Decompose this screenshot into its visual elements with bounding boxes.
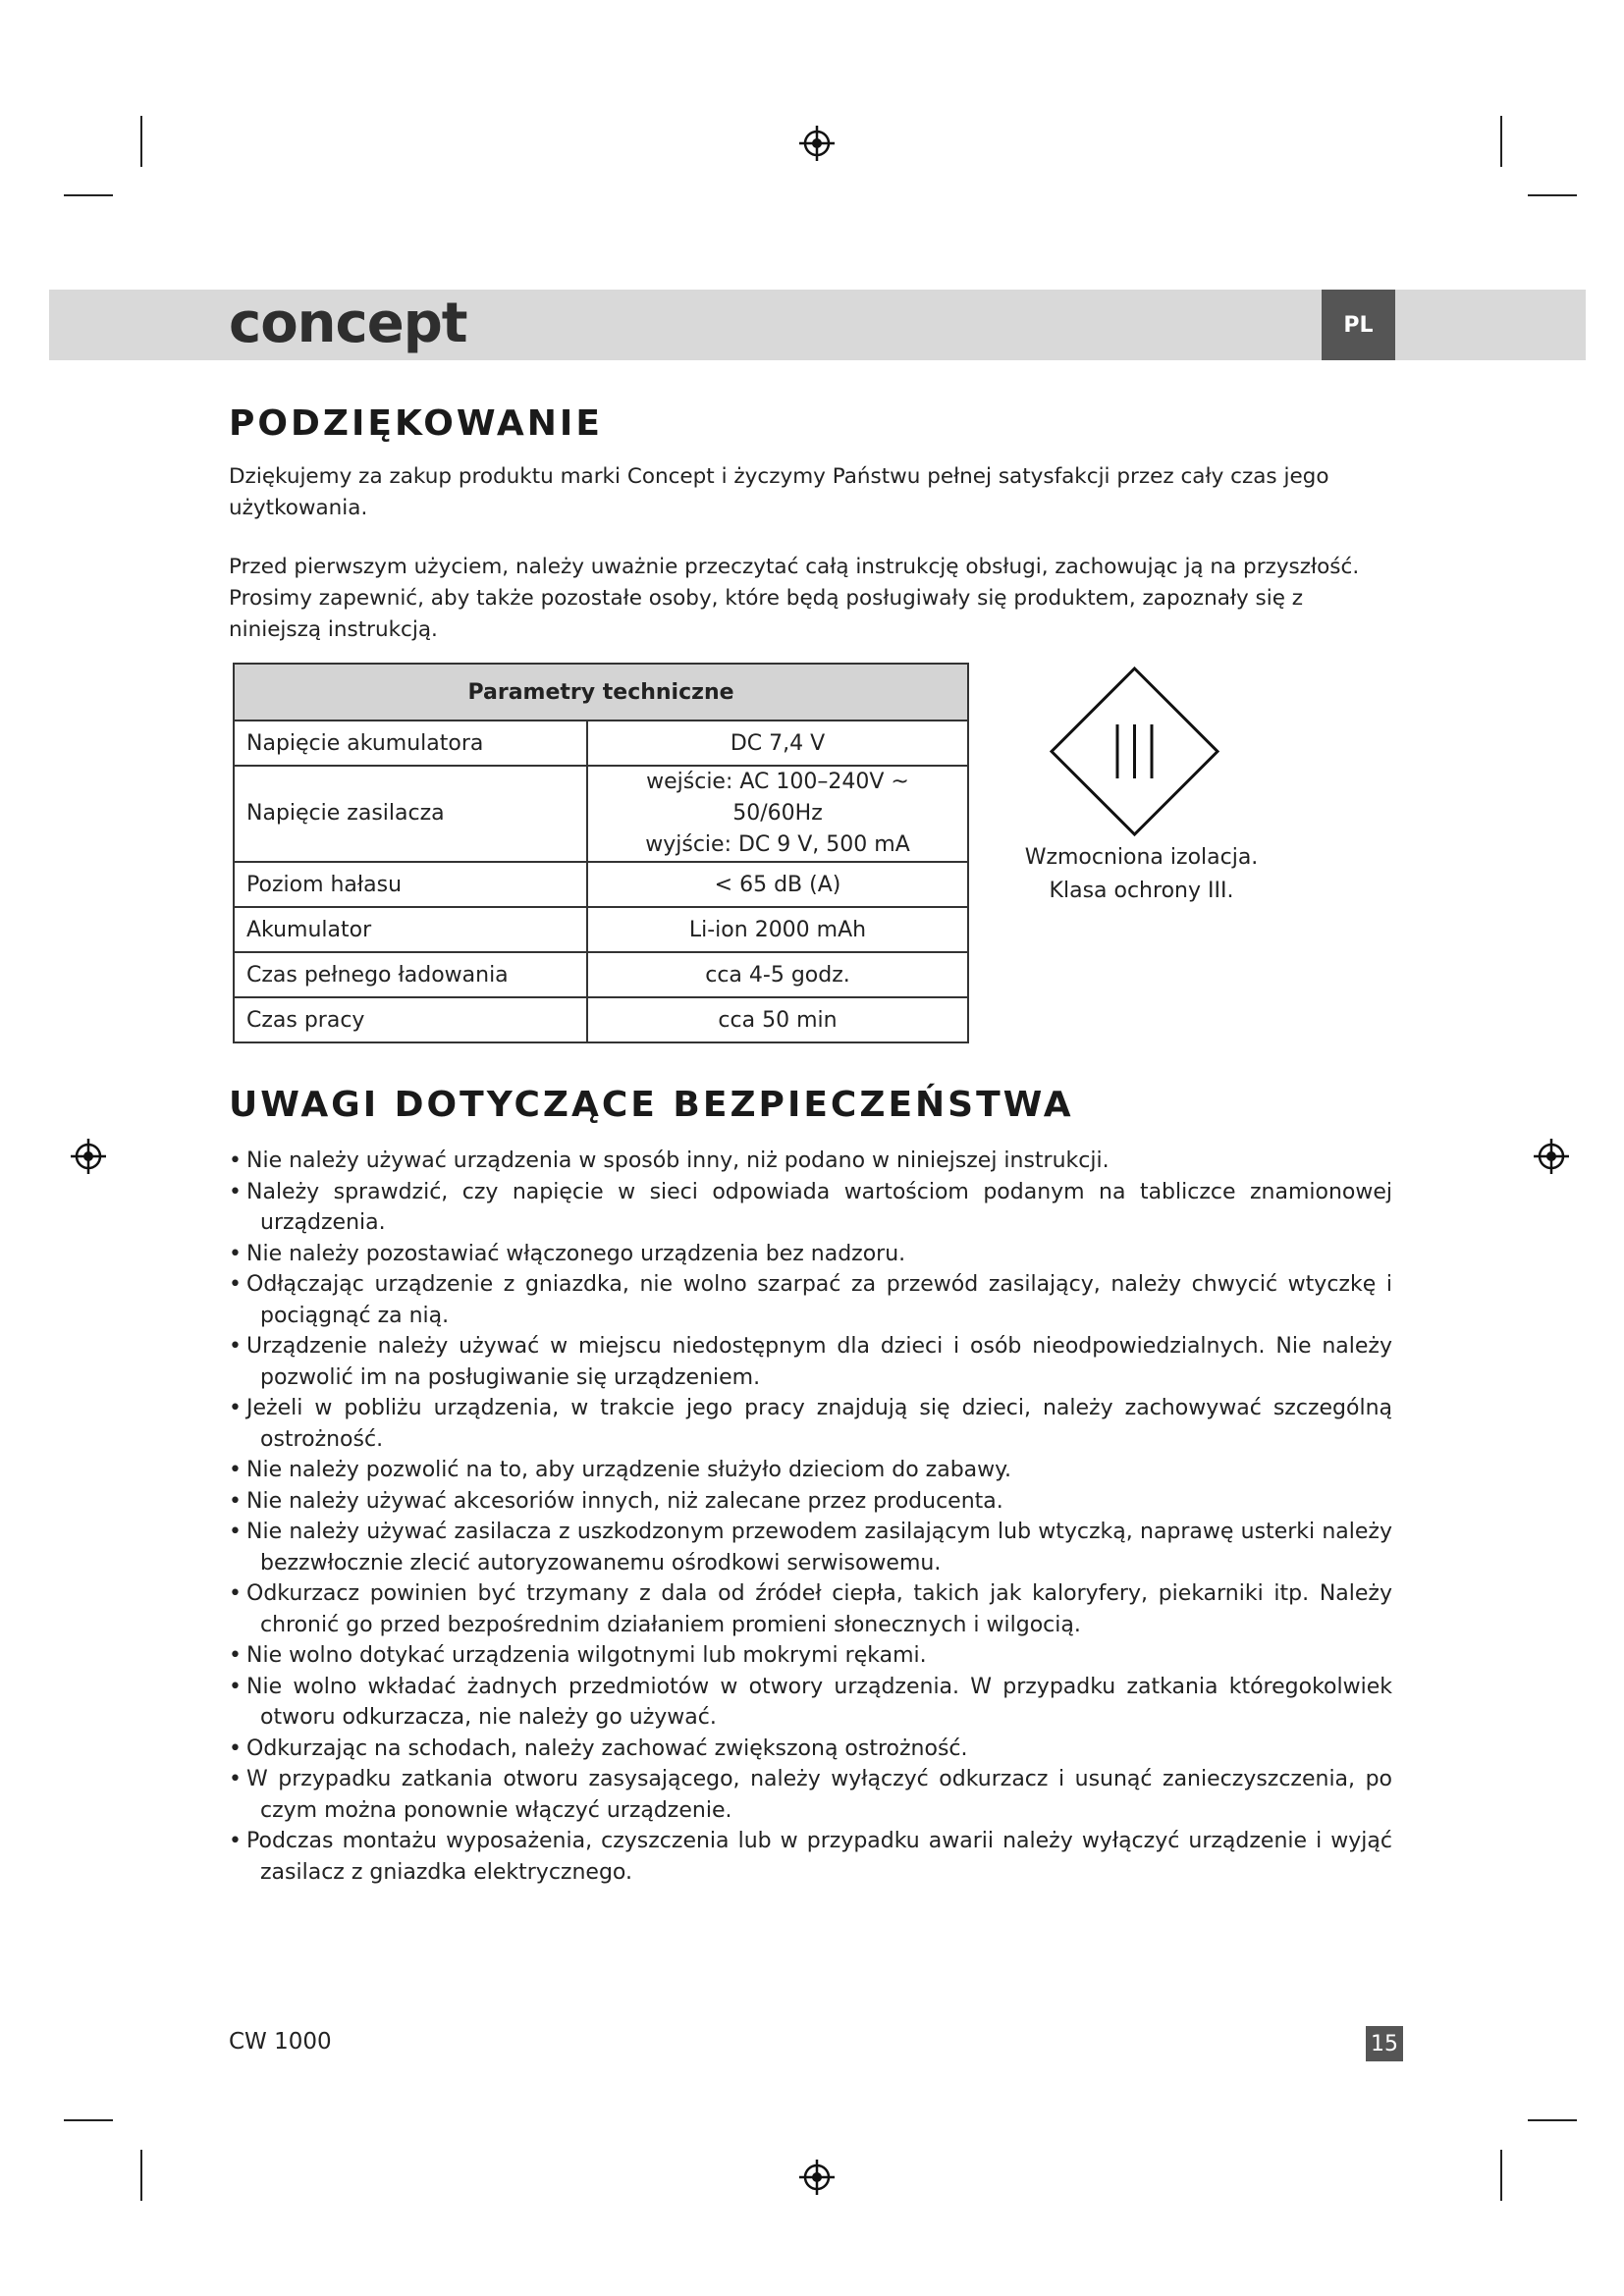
list-item: • Odkurzając na schodach, należy zachować zwiększoną ostrożność. — [229, 1734, 1392, 1765]
spec-value: DC 7,4 V — [587, 721, 968, 766]
crop-mark — [1500, 2150, 1502, 2201]
list-item: • Nie należy używać urządzenia w sposób inny, niż podano w niniejszej instrukcji. — [229, 1146, 1392, 1177]
spec-label: Czas pracy — [234, 997, 587, 1042]
spec-value: cca 50 min — [587, 997, 968, 1042]
crop-mark — [64, 194, 113, 196]
page-number: 15 — [1366, 2026, 1403, 2061]
spec-table — [233, 663, 969, 1043]
model-name: CW 1000 — [229, 2029, 332, 2055]
table-row — [234, 766, 968, 862]
spec-label: Napięcie akumulatora — [234, 721, 587, 766]
registration-mark-icon — [797, 124, 837, 163]
registration-mark-icon — [797, 2158, 837, 2197]
spec-value: Li-ion 2000 mAh — [587, 907, 968, 952]
list-item: • Nie należy pozwolić na to, aby urządzenie służyło dzieciom do zabawy. — [229, 1455, 1392, 1486]
spec-value: < 65 dB (A) — [587, 862, 968, 907]
list-item: • Urządzenie należy używać w miejscu niedostępnym dla dzieci i osób nieodpowiedzialnych. Nie należy pozwolić im na posługiwanie się urządzeniem. — [229, 1331, 1392, 1393]
language-badge: PL — [1322, 290, 1395, 360]
list-item: • Nie należy używać akcesoriów innych, niż zalecane przez producenta. — [229, 1486, 1392, 1518]
registration-mark-icon — [1532, 1137, 1571, 1176]
list-item: • Podczas montażu wyposażenia, czyszczenia lub w przypadku awarii należy wyłączyć urządzenie i wyjąć zasilacz z gniazdka elektrycznego. — [229, 1826, 1392, 1888]
spec-label: Czas pełnego ładowania — [234, 952, 587, 997]
table-row — [234, 997, 968, 1042]
safety-title: UWAGI DOTYCZĄCE BEZPIECZEŃSTWA — [229, 1085, 1074, 1125]
spec-value-line: wejście: AC 100–240V ~ 50/60Hz — [646, 770, 909, 826]
list-item: • Jeżeli w pobliżu urządzenia, w trakcie jego pracy znajdują się dzieci, należy zachowywać szczególną ostrożność. — [229, 1393, 1392, 1455]
crop-mark — [1528, 194, 1577, 196]
instructions-paragraph: Przed pierwszym użyciem, należy uważnie przeczytać całą instrukcję obsługi, zachowując ją na przyszłość. Prosimy zapewnić, aby także pozostałe osoby, które będą posługiwały się produktem, zapoznały się z niniejszą instrukcją. — [229, 555, 1360, 642]
table-row — [234, 862, 968, 907]
thanks-paragraph: Dziękujemy za zakup produktu marki Concept i życzymy Państwu pełnej satysfakcji przez cały czas jego użytkowania. — [229, 464, 1329, 520]
list-item: • Nie należy pozostawiać włączonego urządzenia bez nadzoru. — [229, 1239, 1392, 1270]
list-item: • Należy sprawdzić, czy napięcie w sieci odpowiada wartościom podanym na tabliczce znamionowej urządzenia. — [229, 1177, 1392, 1239]
class-iii-diamond-icon — [1049, 666, 1220, 837]
spec-value — [587, 766, 968, 862]
spec-value-line: wyjście: DC 9 V, 500 mA — [645, 832, 910, 857]
protection-caption — [1001, 841, 1281, 908]
brand-logo: concept — [229, 292, 467, 355]
safety-list — [229, 1146, 1392, 1888]
spec-label: Napięcie zasilacza — [234, 766, 587, 862]
caption-line: Wzmocniona izolacja. — [1024, 845, 1259, 870]
spec-table-title: Parametry techniczne — [234, 664, 968, 721]
list-item: • Odkurzacz powinien być trzymany z dala od źródeł ciepła, takich jak kaloryfery, piekarniki itp. Należy chronić go przed bezpośrednim działaniem promieni słonecznych i wilgocią. — [229, 1578, 1392, 1640]
spec-label: Akumulator — [234, 907, 587, 952]
table-row — [234, 721, 968, 766]
list-item: • Nie należy używać zasilacza z uszkodzonym przewodem zasilającym lub wtyczką, naprawę usterki należy bezzwłocznie zlecić autoryzowanemu ośrodkowi serwisowemu. — [229, 1517, 1392, 1578]
registration-mark-icon — [69, 1137, 108, 1176]
crop-mark — [64, 2119, 113, 2121]
spec-label: Poziom hałasu — [234, 862, 587, 907]
thanks-title: PODZIĘKOWANIE — [229, 403, 603, 444]
table-row — [234, 907, 968, 952]
spec-value: cca 4-5 godz. — [587, 952, 968, 997]
list-item: • Odłączając urządzenie z gniazdka, nie wolno szarpać za przewód zasilający, należy chwycić wtyczkę i pociągnąć za nią. — [229, 1269, 1392, 1331]
list-item: • Nie wolno wkładać żadnych przedmiotów w otwory urządzenia. W przypadku zatkania któregokolwiek otworu odkurzacza, nie należy go używać. — [229, 1672, 1392, 1734]
list-item: • Nie wolno dotykać urządzenia wilgotnymi lub mokrymi rękami. — [229, 1640, 1392, 1672]
table-row — [234, 952, 968, 997]
list-item: • W przypadku zatkania otworu zasysającego, należy wyłączyć odkurzacz i usunąć zanieczyszczenia, po czym można ponownie włączyć urządzenie. — [229, 1764, 1392, 1826]
crop-mark — [140, 116, 142, 167]
crop-mark — [1528, 2119, 1577, 2121]
caption-line: Klasa ochrony III. — [1049, 879, 1234, 903]
crop-mark — [140, 2150, 142, 2201]
crop-mark — [1500, 116, 1502, 167]
